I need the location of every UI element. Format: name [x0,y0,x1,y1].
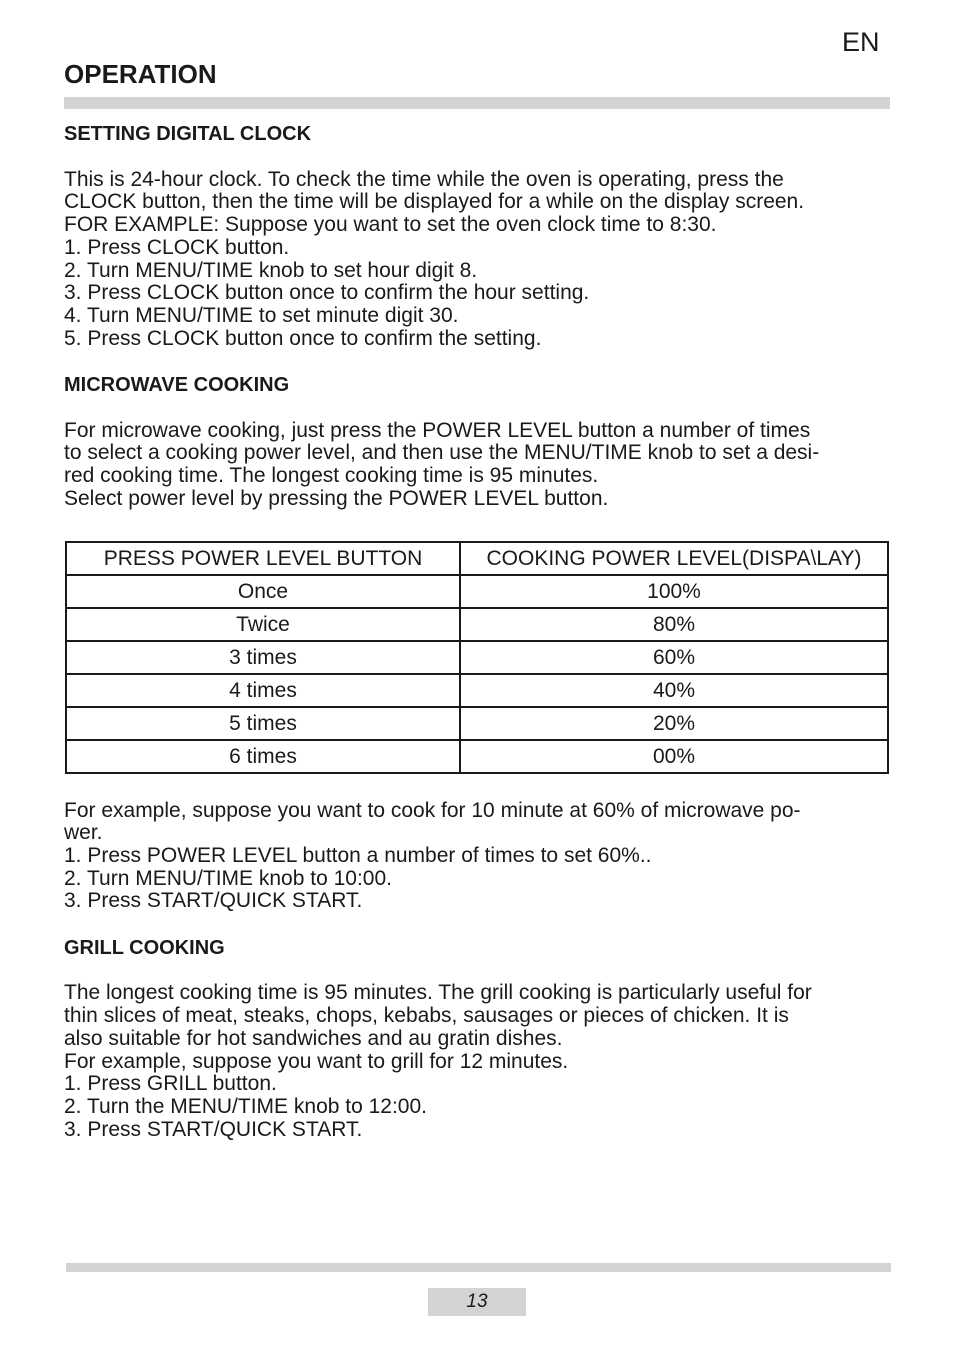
table-cell: 40% [460,674,888,707]
steps-list [64,845,890,913]
section-heading: GRILL COOKING [64,936,225,959]
text-line: This is 24-hour clock. To check the time while the oven is operating, press the [64,167,784,191]
text-line: thin slices of meat, steaks, chops, kebabs, sausages or pieces of chicken. It is [64,1004,789,1028]
example-body [64,800,890,914]
text-line: FOR EXAMPLE: Suppose you want to set the oven clock time to 8:30. [64,213,717,237]
step-item: 3. Press START/QUICK START. [64,1117,363,1141]
page-title: OPERATION [64,59,217,89]
power-level-table [65,541,889,774]
section-heading: SETTING DIGITAL CLOCK [64,123,312,145]
text-line: to select a cooking power level, and then use the MENU/TIME knob to set a desi- [64,441,820,465]
text-line: For example, suppose you want to cook for 10 minute at 60% of microwave po- [64,798,801,822]
section-heading: MICROWAVE COOKING [64,374,290,396]
table-row [66,608,888,641]
text-line: The longest cooking time is 95 minutes. The grill cooking is particularly useful for [64,981,812,1005]
section-microwave-cooking [64,373,890,913]
table-row [66,575,888,608]
step-item: 3. Press START/QUICK START. [64,889,363,913]
table-cell: 4 times [66,674,460,707]
step-item: 2. Turn the MENU/TIME knob to 12:00. [64,1094,427,1118]
main-content [64,122,890,1141]
table-cell: Twice [66,608,460,641]
table-cell: 5 times [66,707,460,740]
text-line: red cooking time. The longest cooking time is 95 minutes. [64,464,599,488]
table-cell: Once [66,575,460,608]
steps-list [64,237,890,351]
section-grill-cooking [64,936,890,1142]
table-cell: 100% [460,575,888,608]
table-row [66,740,888,773]
table-cell: 20% [460,707,888,740]
table-cell: 00% [460,740,888,773]
section-body [64,420,890,511]
spacer [64,397,890,420]
spacer [64,960,890,983]
footer-divider [66,1263,891,1272]
table-row [66,707,888,740]
step-item: 4. Turn MENU/TIME to set minute digit 30. [64,303,459,327]
table-cell: 60% [460,641,888,674]
table-cell: 6 times [66,740,460,773]
section-body [64,982,890,1141]
steps-list [64,1073,890,1141]
text-line: CLOCK button, then the time will be displayed for a while on the display screen. [64,190,805,214]
section-body [64,169,890,351]
spacer [64,146,890,169]
column-header: PRESS POWER LEVEL BUTTON [66,542,460,575]
step-item: 1. Press POWER LEVEL button a number of times to set 60%.. [64,843,652,867]
table-header-row [66,542,888,575]
step-item: 1. Press CLOCK button. [64,235,290,259]
text-line: also suitable for hot sandwiches and au gratin dishes. [64,1026,563,1050]
table-row [66,641,888,674]
text-line: For microwave cooking, just press the POWER LEVEL button a number of times [64,418,811,442]
language-label: EN [842,27,880,57]
text-line: Select power level by pressing the POWER LEVEL button. [64,486,609,510]
spacer [64,350,890,373]
page-number: 13 [428,1288,526,1316]
table-cell: 80% [460,608,888,641]
table-row [66,674,888,707]
spacer [64,913,890,936]
step-item: 3. Press CLOCK button once to confirm the hour setting. [64,281,590,305]
step-item: 2. Turn MENU/TIME knob to set hour digit 8. [64,258,478,282]
table-cell: 3 times [66,641,460,674]
text-line: wer. [64,821,103,845]
step-item: 5. Press CLOCK button once to confirm the setting. [64,326,542,350]
section-setting-digital-clock [64,122,890,350]
column-header: COOKING POWER LEVEL(DISPA\LAY) [460,542,888,575]
step-item: 1. Press GRILL button. [64,1072,277,1096]
step-item: 2. Turn MENU/TIME knob to 10:00. [64,866,392,890]
header-divider [64,97,890,109]
text-line: For example, suppose you want to grill for 12 minutes. [64,1049,569,1073]
